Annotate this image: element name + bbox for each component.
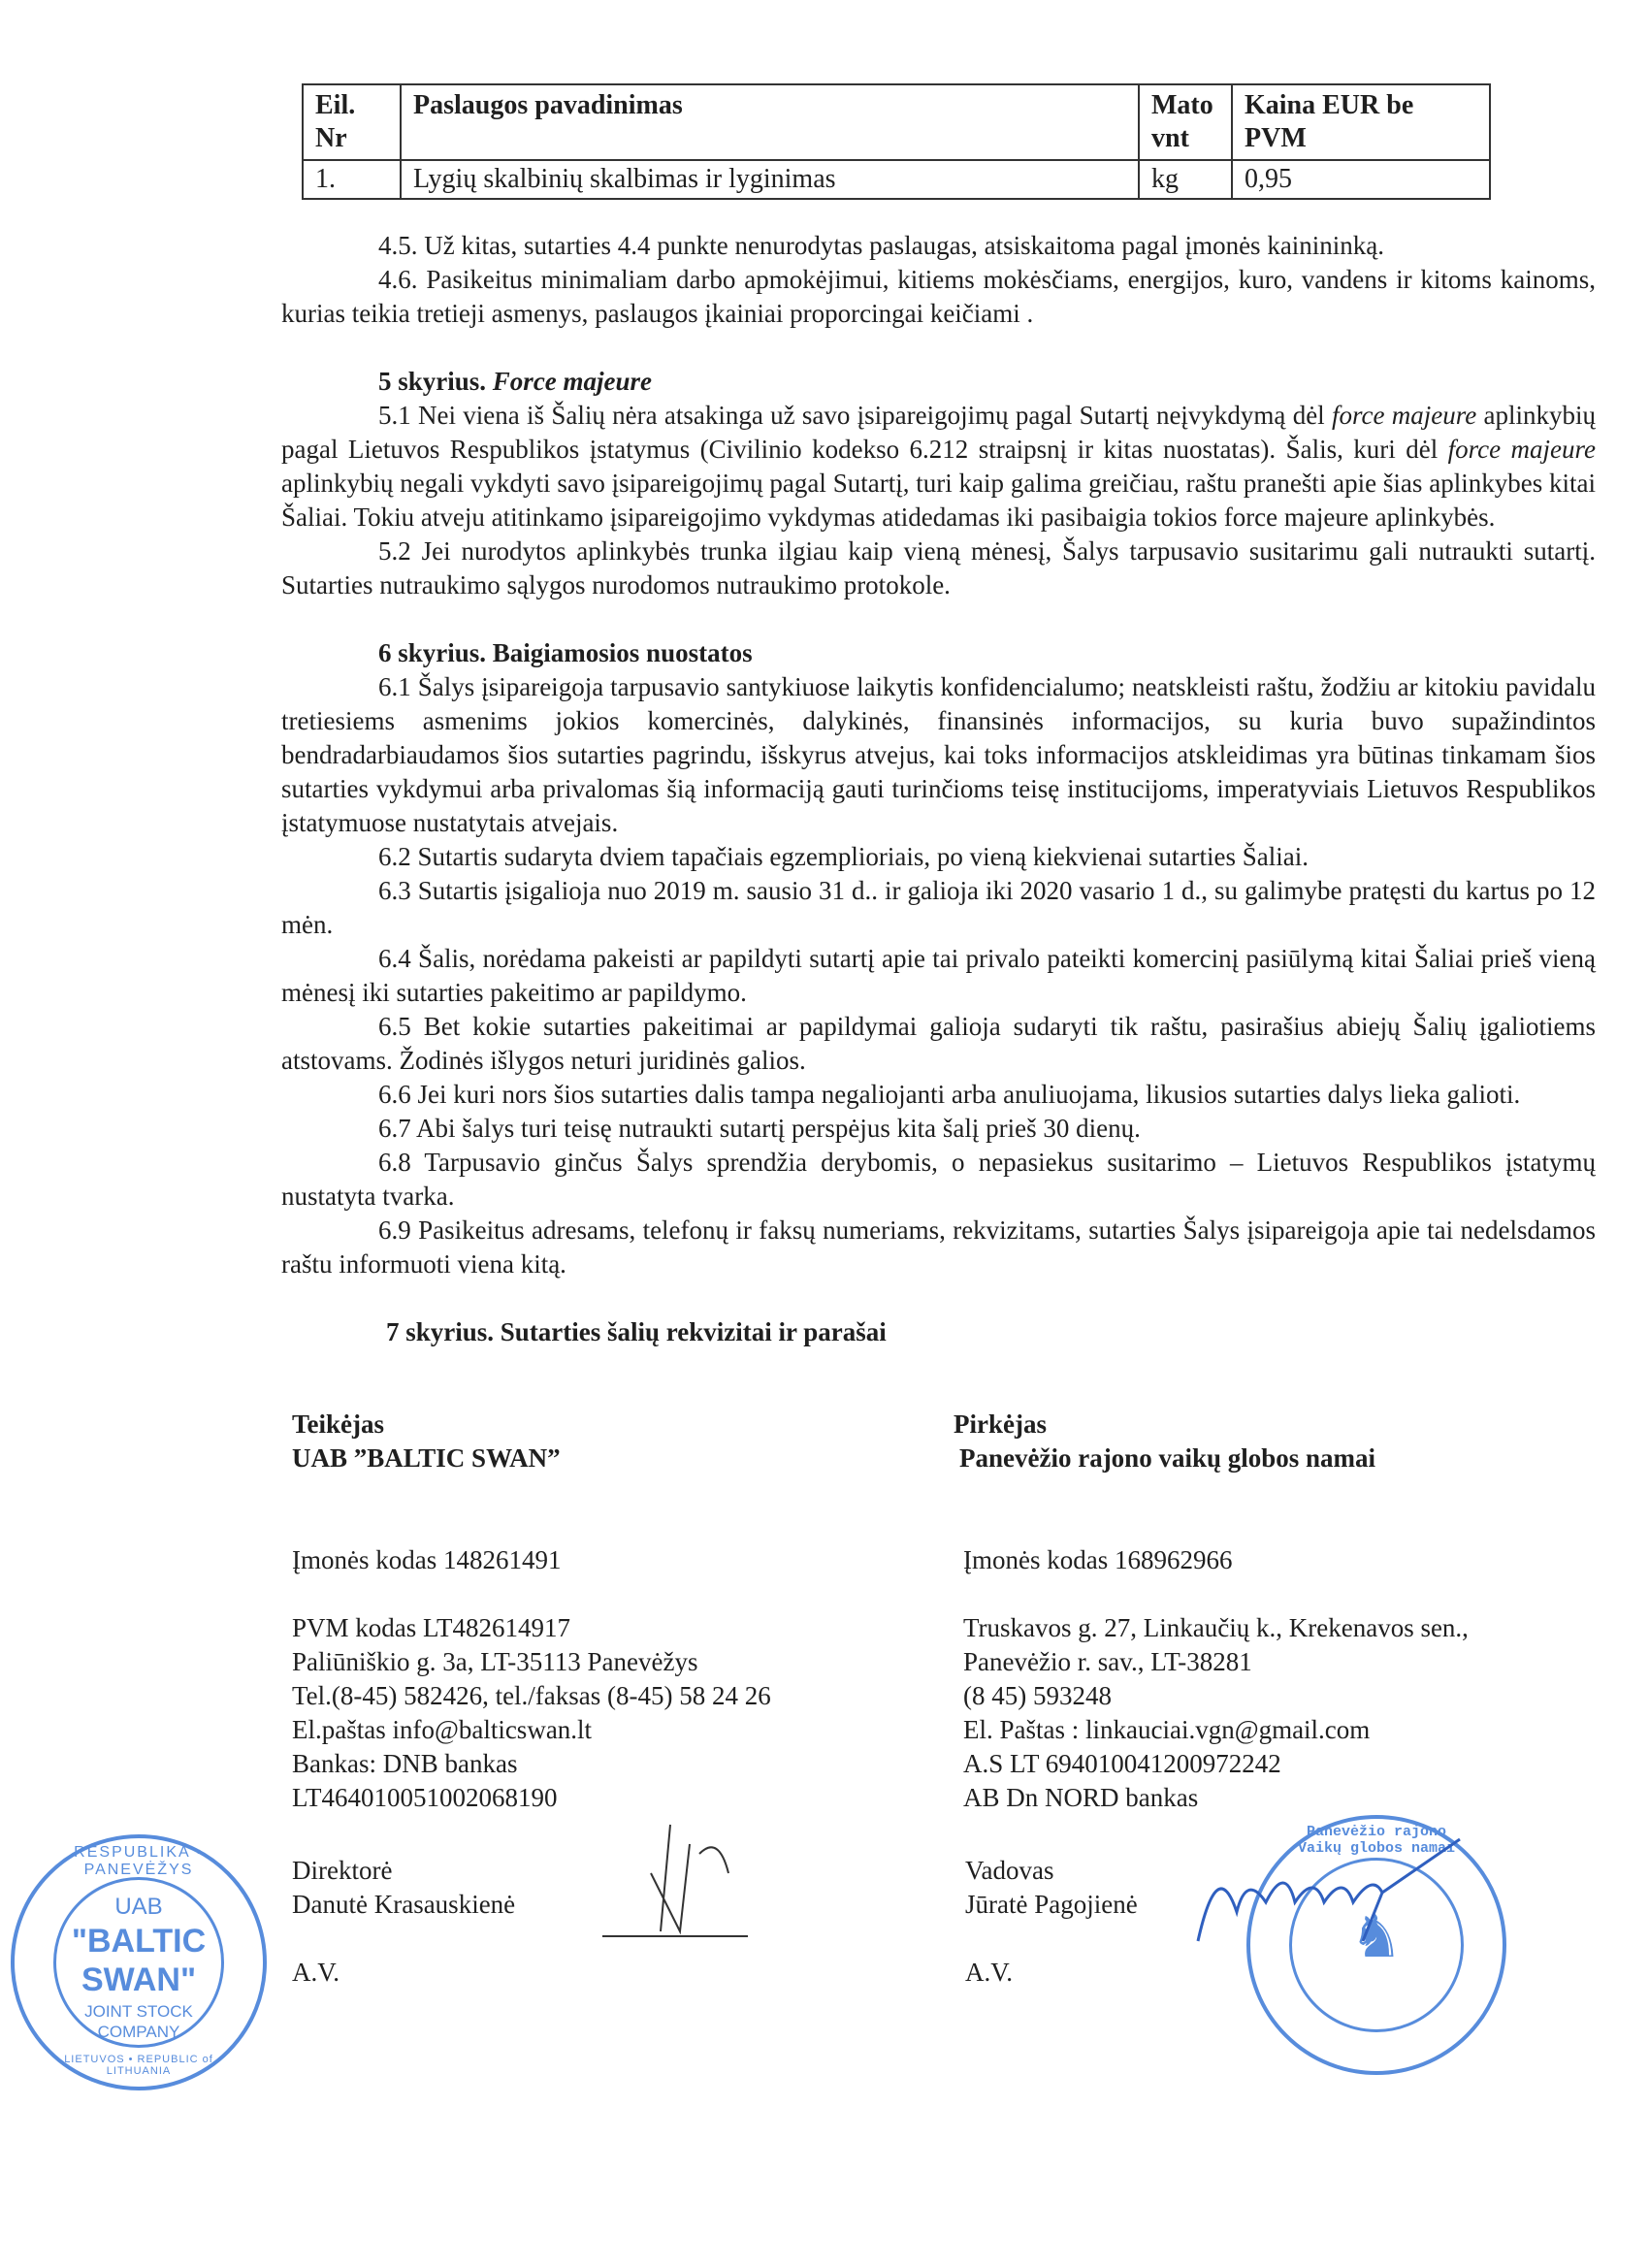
section-6-heading: 6 skyrius. Baigiamosios nuostatos [378, 638, 753, 667]
clause-4-5: 4.5. Už kitas, sutarties 4.4 punkte nenurodytas paslaugas, atsiskaitoma pagal įmonės kainininką. [378, 231, 1385, 260]
stamp-ring-text: Panevėžio rajono Vaikų globos namai [1297, 1824, 1456, 1857]
stamp-text: "BALTIC [71, 1923, 207, 1960]
provider-code: Įmonės kodas 148261491 [292, 1545, 562, 1574]
provider-role: Teikėjas [292, 1409, 385, 1439]
section-4-tail [281, 229, 1596, 331]
text: aplinkybių pagal Lietuvos Respublikos įstatymus (Civilinio kodekso 6.212 straipsnį ir kitas nuostatas). Šalis, kuri dėl [281, 401, 1596, 464]
col-header-nr: Eil. Nr [303, 84, 401, 160]
section-6 [281, 636, 1596, 1281]
cell-price: 0,95 [1232, 160, 1490, 199]
provider-column [64, 1408, 954, 2078]
stamp-text: JOINT STOCK [84, 2002, 193, 2021]
provider-name: UAB ”BALTIC SWAN” [292, 1443, 561, 1473]
buyer-column [954, 1408, 1594, 1990]
buyer-signature-block [965, 1824, 1594, 1990]
buyer-name: Panevėžio rajono vaikų globos namai [959, 1443, 1376, 1473]
buyer-bank: AB Dn NORD bankas [963, 1783, 1199, 1812]
clause-6-3: 6.3 Sutartis įsigalioja nuo 2019 m. sausio 31 d.. ir galioja iki 2020 vasario 1 d., su galimybe pratęsti du kartus po 12 mėn. [281, 876, 1596, 939]
clause-6-9: 6.9 Pasikeitus adresams, telefonų ir faksų numeriams, rekvizitams, sutarties Šalys įsipareigoja apie tai nedelsdamos raštu informuoti viena kitą. [281, 1215, 1596, 1279]
heading-title: Force majeure [492, 367, 653, 396]
col-header-name: Paslaugos pavadinimas [401, 84, 1139, 160]
provider-address: Paliūniškio g. 3a, LT-35113 Panevėžys [292, 1647, 698, 1676]
text-italic: force majeure [1331, 401, 1477, 430]
buyer-email: El. Paštas : linkauciai.vgn@gmail.com [963, 1715, 1371, 1744]
buyer-address: Truskavos g. 27, Linkaučių k., Krekenavos sen., [963, 1613, 1469, 1642]
provider-signature [583, 1815, 758, 1960]
provider-bank: Bankas: DNB bankas [292, 1749, 518, 1778]
buyer-role: Pirkėjas [954, 1409, 1047, 1439]
buyer-code: Įmonės kodas 168962966 [963, 1545, 1233, 1574]
buyer-address-2: Panevėžio r. sav., LT-38281 [963, 1647, 1252, 1676]
stamp-ring-text: LIETUVOS • REPUBLIC of LITHUANIA [64, 2054, 213, 2078]
provider-email: El.paštas info@balticswan.lt [292, 1715, 593, 1744]
provider-vat: PVM kodas LT482614917 [292, 1613, 571, 1642]
cell-name: Lygių skalbinių skalbimas ir lyginimas [401, 160, 1139, 199]
clause-6-5: 6.5 Bet kokie sutarties pakeitimai ar papildymai galioja sudaryti tik raštu, pasirašius abiejų Šalių įgaliotiems atstovams. Žodinės išlygos neturi juridinės galios. [281, 1012, 1596, 1075]
buyer-phone: (8 45) 593248 [963, 1681, 1112, 1710]
section-7-heading: 7 skyrius. Sutarties šalių rekvizitai ir parašai [386, 1317, 887, 1346]
clause-6-1: 6.1 Šalys įsipareigoja tarpusavio santykiuose laikytis konfidencialumo; neatskleisti raštu, žodžiu ar kitokiu pavidalu tretiesiems asmenims jokios komercinės, dalykinės, finansinės informacijos, su kuria buvo supažindintos bendradarbiaudamos šios sutarties pagrindu, išskyrus atvejus, kai toks informacijos atskleidimas yra būtinas tinkamam šios sutarties vykdymui arba privalomas šią informaciją gauti turinčioms teisę institucijoms, imperatyviais Lietuvos Respublikos įstatymuose nustatytais atvejais. [281, 672, 1596, 837]
clause-6-8: 6.8 Tarpusavio ginčus Šalys sprendžia derybomis, o nepasiekus susitarimo – Lietuvos Respublikos įstatymų nustatyta tvarka. [281, 1148, 1596, 1211]
col-header-unit: Mato vnt [1139, 84, 1232, 160]
stamp-text: UAB [114, 1894, 163, 1920]
cell-unit: kg [1139, 160, 1232, 199]
cell-nr: 1. [303, 160, 401, 199]
provider-stamp [11, 1834, 267, 2090]
price-table [302, 83, 1491, 200]
text: 5.1 Nei viena iš Šalių nėra atsakinga už savo įsipareigojimų pagal Sutartį neįvykdymą dėl [378, 401, 1332, 430]
buyer-av: A.V. [965, 1958, 1014, 1987]
buyer-position: Vadovas [965, 1856, 1054, 1885]
stamp-text: SWAN" [81, 1961, 197, 1998]
stamp-ring-text: RESPUBLIKA • PANEVĖŽYS [74, 1844, 204, 1878]
provider-av: A.V. [292, 1958, 340, 1987]
heading-number: 5 skyrius. [378, 367, 493, 396]
provider-signature-block [64, 1844, 954, 2078]
table-row [303, 160, 1490, 199]
section-5-heading [378, 365, 1596, 399]
clause-5-1 [281, 399, 1596, 535]
text: aplinkybių negali vykdyti savo įsipareigojimų pagal Sutartį, turi kaip galima greičiau, raštu pranešti apie šias aplinkybes kitai Šaliai. Tokiu atveju atitinkamo įsipareigojimo vykdymas atidedamas iki pasibaigia tokios force majeure aplinkybės. [281, 469, 1596, 532]
party-details [64, 1408, 1596, 2078]
clause-6-2: 6.2 Sutartis sudaryta dviem tapačiais egzemplioriais, po vieną kiekvienai sutarties Šaliai. [378, 842, 1309, 871]
provider-account: LT464010051002068190 [292, 1783, 558, 1812]
contract-body [64, 229, 1596, 2078]
clause-6-4: 6.4 Šalis, norėdama pakeisti ar papildyti sutartį apie tai privalo pateikti komercinį pasiūlymą kitai Šaliai prieš vieną mėnesį iki sutarties pakeitimo ar papildymo. [281, 944, 1596, 1007]
provider-phone: Tel.(8-45) 582426, tel./faksas (8-45) 58 24 26 [292, 1681, 771, 1710]
clause-6-7: 6.7 Abi šalys turi teisę nutraukti sutartį perspėjus kita šalį prieš 30 dienų. [378, 1114, 1141, 1143]
section-5 [281, 365, 1596, 602]
buyer-account: A.S LT 694010041200972242 [963, 1749, 1281, 1778]
buyer-signatory: Jūratė Pagojienė [965, 1890, 1138, 1919]
knight-emblem-icon: ♞ [1355, 1901, 1398, 1978]
stamp-text: COMPANY [97, 2023, 180, 2041]
clause-6-6: 6.6 Jei kuri nors šios sutarties dalis tampa negaliojanti arba anuliuojama, likusios sutarties dalys lieka galioti. [378, 1080, 1521, 1109]
col-header-price: Kaina EUR be PVM [1232, 84, 1490, 160]
text-italic: force majeure [1447, 435, 1596, 464]
buyer-signature [1188, 1834, 1470, 1951]
clause-4-6: 4.6. Pasikeitus minimaliam darbo apmokėjimui, kitiems mokėsčiams, energijos, kuro, vandens ir kitoms kainoms, kurias teikia tretieji asmenys, paslaugos įkainiai proporcingai keičiami . [281, 265, 1596, 328]
table-header-row [303, 84, 1490, 160]
provider-signatory: Danutė Krasauskienė [292, 1890, 516, 1919]
provider-position: Direktorė [292, 1856, 393, 1885]
clause-5-2: 5.2 Jei nurodytos aplinkybės trunka ilgiau kaip vieną mėnesį, Šalys tarpusavio susitarimu gali nutraukti sutartį. Sutarties nutraukimo sąlygos nurodomos nutraukimo protokole. [281, 536, 1596, 599]
